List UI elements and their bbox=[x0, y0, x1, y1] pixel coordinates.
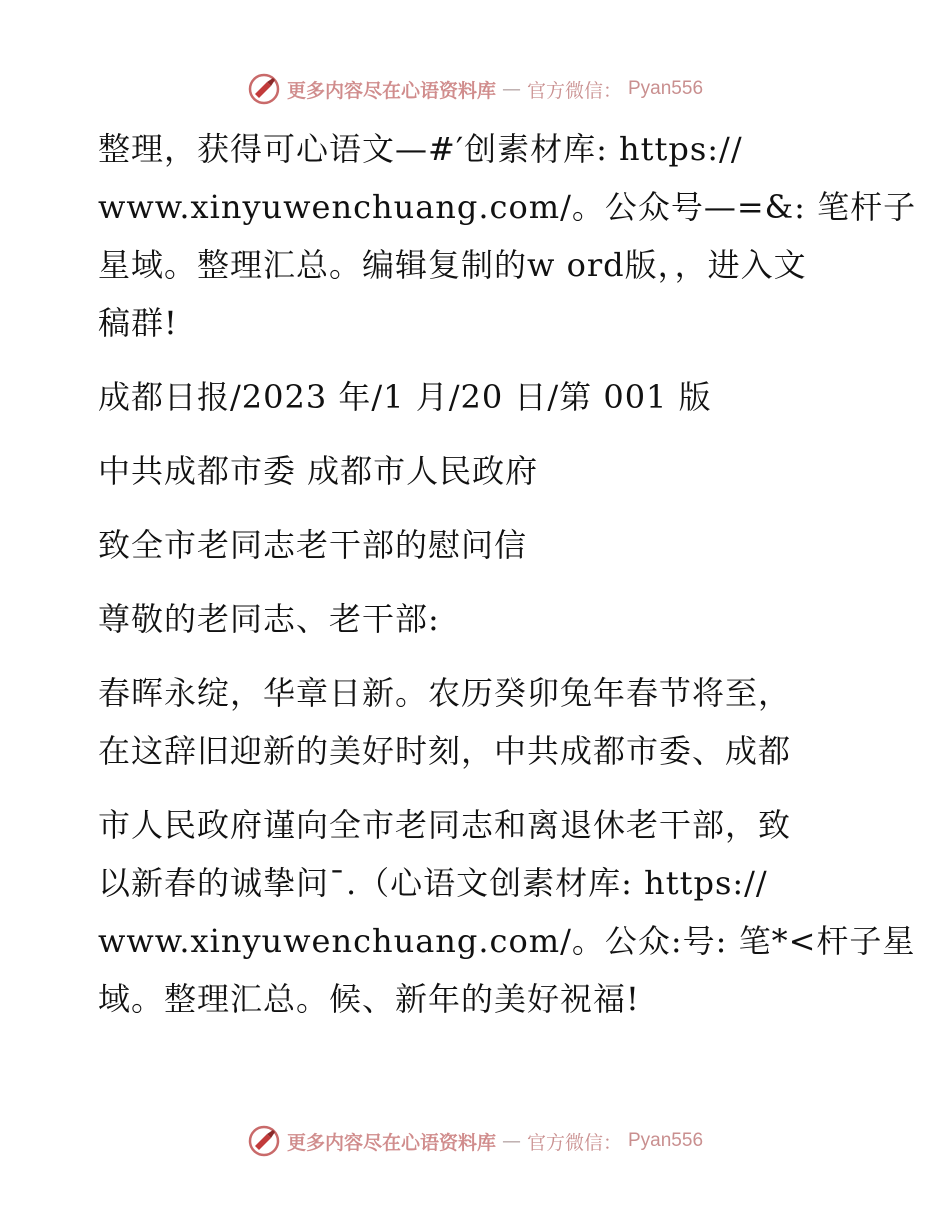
source-line bbox=[98, 368, 858, 426]
watermark-wechat-id: Pyan556 bbox=[628, 1130, 704, 1151]
text-line: 域。整理汇总。候、新年的美好祝福! bbox=[98, 980, 640, 1018]
text-line: www.xinyuwenchuang.com/。公众号—=&: 笔杆子 bbox=[98, 188, 917, 226]
text-line: 中共成都市委 成都市人民政府 bbox=[98, 452, 539, 490]
text-line: 致全市老同志老干部的慰问信 bbox=[98, 526, 528, 564]
text-line: 稿群! bbox=[98, 304, 178, 342]
text-line: 星域。整理汇总。编辑复制的w ord版，，进入文 bbox=[98, 246, 807, 284]
issuer-line bbox=[98, 442, 858, 500]
body-paragraph-1 bbox=[98, 664, 858, 780]
text-line: 以新春的诚挚问¯.（心语文创素材库: https:// bbox=[98, 864, 768, 902]
watermark-separator: — bbox=[501, 78, 521, 100]
watermark-wechat-id: Pyan556 bbox=[628, 78, 704, 99]
text-line: 在这辞旧迎新的美好时刻，中共成都市委、成都 bbox=[98, 732, 792, 770]
text-line: 市人民政府谨向全市老同志和离退休老干部，致 bbox=[98, 806, 792, 844]
watermark-main-text: 更多内容尽在心语资料库 bbox=[286, 79, 496, 102]
intro-paragraph bbox=[98, 120, 917, 352]
header-watermark bbox=[0, 72, 950, 106]
letter-title bbox=[98, 516, 858, 574]
salutation bbox=[98, 590, 858, 648]
text-line: 整理，获得可心语文—#′创素材库: https:// bbox=[98, 130, 743, 168]
text-line: www.xinyuwenchuang.com/。公众:号: 笔*<杆子星 bbox=[98, 922, 916, 960]
pen-nib-logo-icon bbox=[247, 72, 281, 106]
body-paragraph-2 bbox=[98, 796, 916, 1028]
watermark-separator: — bbox=[501, 1130, 521, 1152]
pen-nib-logo-icon bbox=[247, 1124, 281, 1158]
text-line: 尊敬的老同志、老干部: bbox=[98, 600, 440, 638]
watermark-main-text: 更多内容尽在心语资料库 bbox=[286, 1131, 496, 1154]
text-line: 成都日报/2023 年/1 月/20 日/第 001 版 bbox=[98, 378, 712, 416]
watermark-label: 官方微信： bbox=[526, 1131, 622, 1154]
watermark-label: 官方微信： bbox=[526, 79, 622, 102]
document-body bbox=[98, 120, 917, 1044]
footer-watermark bbox=[0, 1124, 950, 1158]
text-line: 春晖永绽，华章日新。农历癸卯兔年春节将至， bbox=[98, 674, 792, 712]
